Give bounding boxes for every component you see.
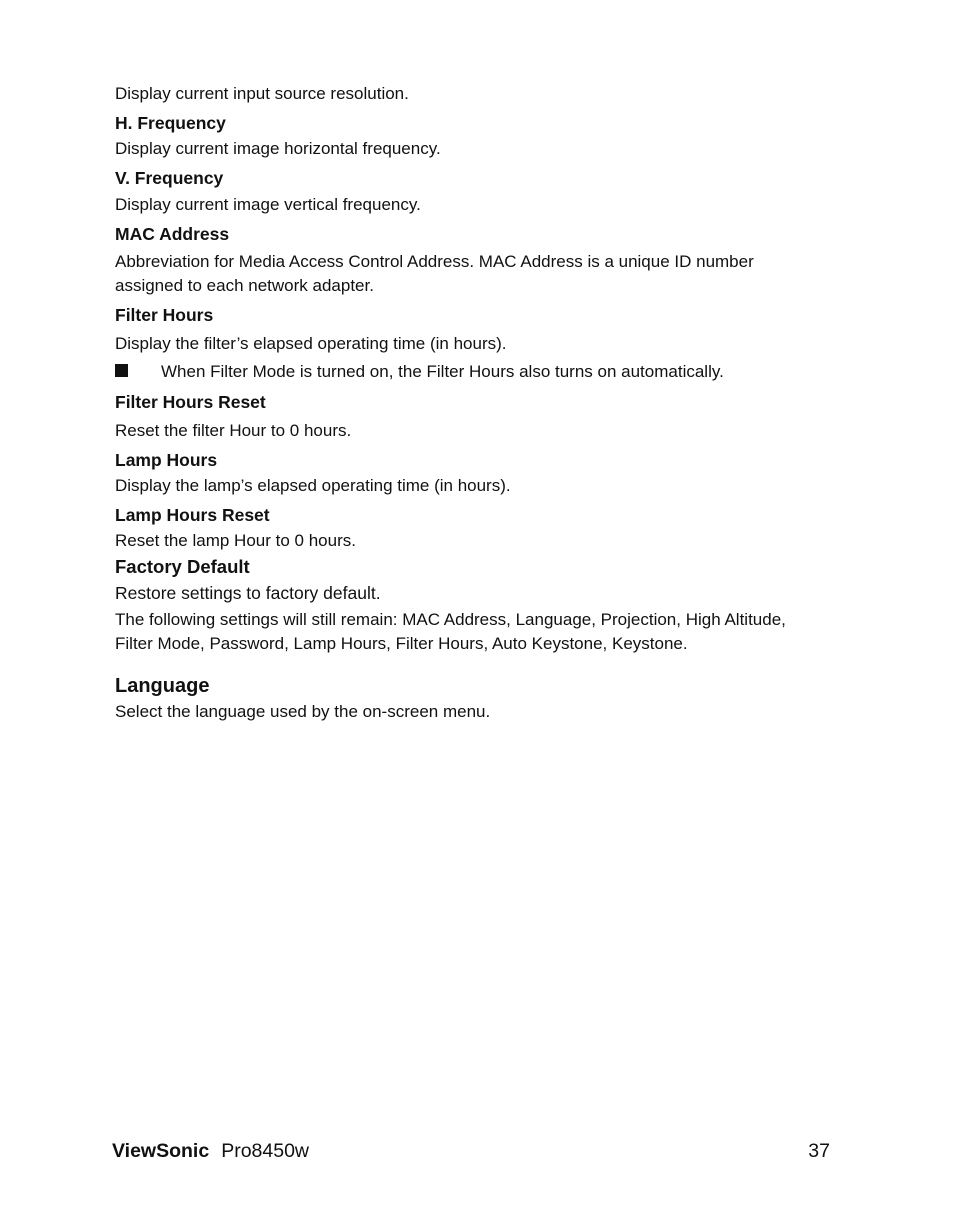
- v-frequency-heading: V. Frequency: [115, 168, 224, 188]
- page-number: 37: [808, 1140, 830, 1162]
- resolution-description: Display current input source resolution.: [115, 84, 409, 103]
- factory-default-remain-line1: The following settings will still remain: MAC Address, Language, Projection, High Altitude,: [115, 610, 786, 629]
- footer-model: Pro8450w: [221, 1140, 309, 1162]
- factory-default-heading: Factory Default: [115, 556, 250, 577]
- language-heading: Language: [115, 675, 210, 697]
- lamp-hours-reset-description: Reset the lamp Hour to 0 hours.: [115, 531, 356, 550]
- square-bullet-icon: [115, 364, 128, 377]
- filter-hours-note: [115, 360, 724, 384]
- filter-hours-note-text: When Filter Mode is turned on, the Filter Hours also turns on automatically.: [161, 362, 724, 381]
- factory-default-remain-line2: Filter Mode, Password, Lamp Hours, Filter Hours, Auto Keystone, Keystone.: [115, 634, 688, 653]
- mac-address-description-line2: assigned to each network adapter.: [115, 276, 374, 295]
- h-frequency-heading: H. Frequency: [115, 113, 226, 133]
- mac-address-description-line1: Abbreviation for Media Access Control Address. MAC Address is a unique ID number: [115, 252, 754, 271]
- factory-default-description: Restore settings to factory default.: [115, 583, 381, 603]
- footer-brand: ViewSonic: [112, 1140, 210, 1162]
- h-frequency-description: Display current image horizontal frequency.: [115, 139, 441, 158]
- filter-hours-description: Display the filter’s elapsed operating time (in hours).: [115, 334, 507, 353]
- mac-address-heading: MAC Address: [115, 224, 230, 244]
- lamp-hours-heading: Lamp Hours: [115, 450, 218, 470]
- lamp-hours-description: Display the lamp’s elapsed operating time (in hours).: [115, 476, 511, 495]
- filter-hours-reset-heading: Filter Hours Reset: [115, 392, 266, 412]
- lamp-hours-reset-heading: Lamp Hours Reset: [115, 505, 270, 525]
- v-frequency-description: Display current image vertical frequency.: [115, 195, 421, 214]
- language-description: Select the language used by the on-screen menu.: [115, 702, 491, 721]
- footer-product: [112, 1138, 309, 1164]
- filter-hours-reset-description: Reset the filter Hour to 0 hours.: [115, 421, 352, 440]
- filter-hours-heading: Filter Hours: [115, 305, 214, 325]
